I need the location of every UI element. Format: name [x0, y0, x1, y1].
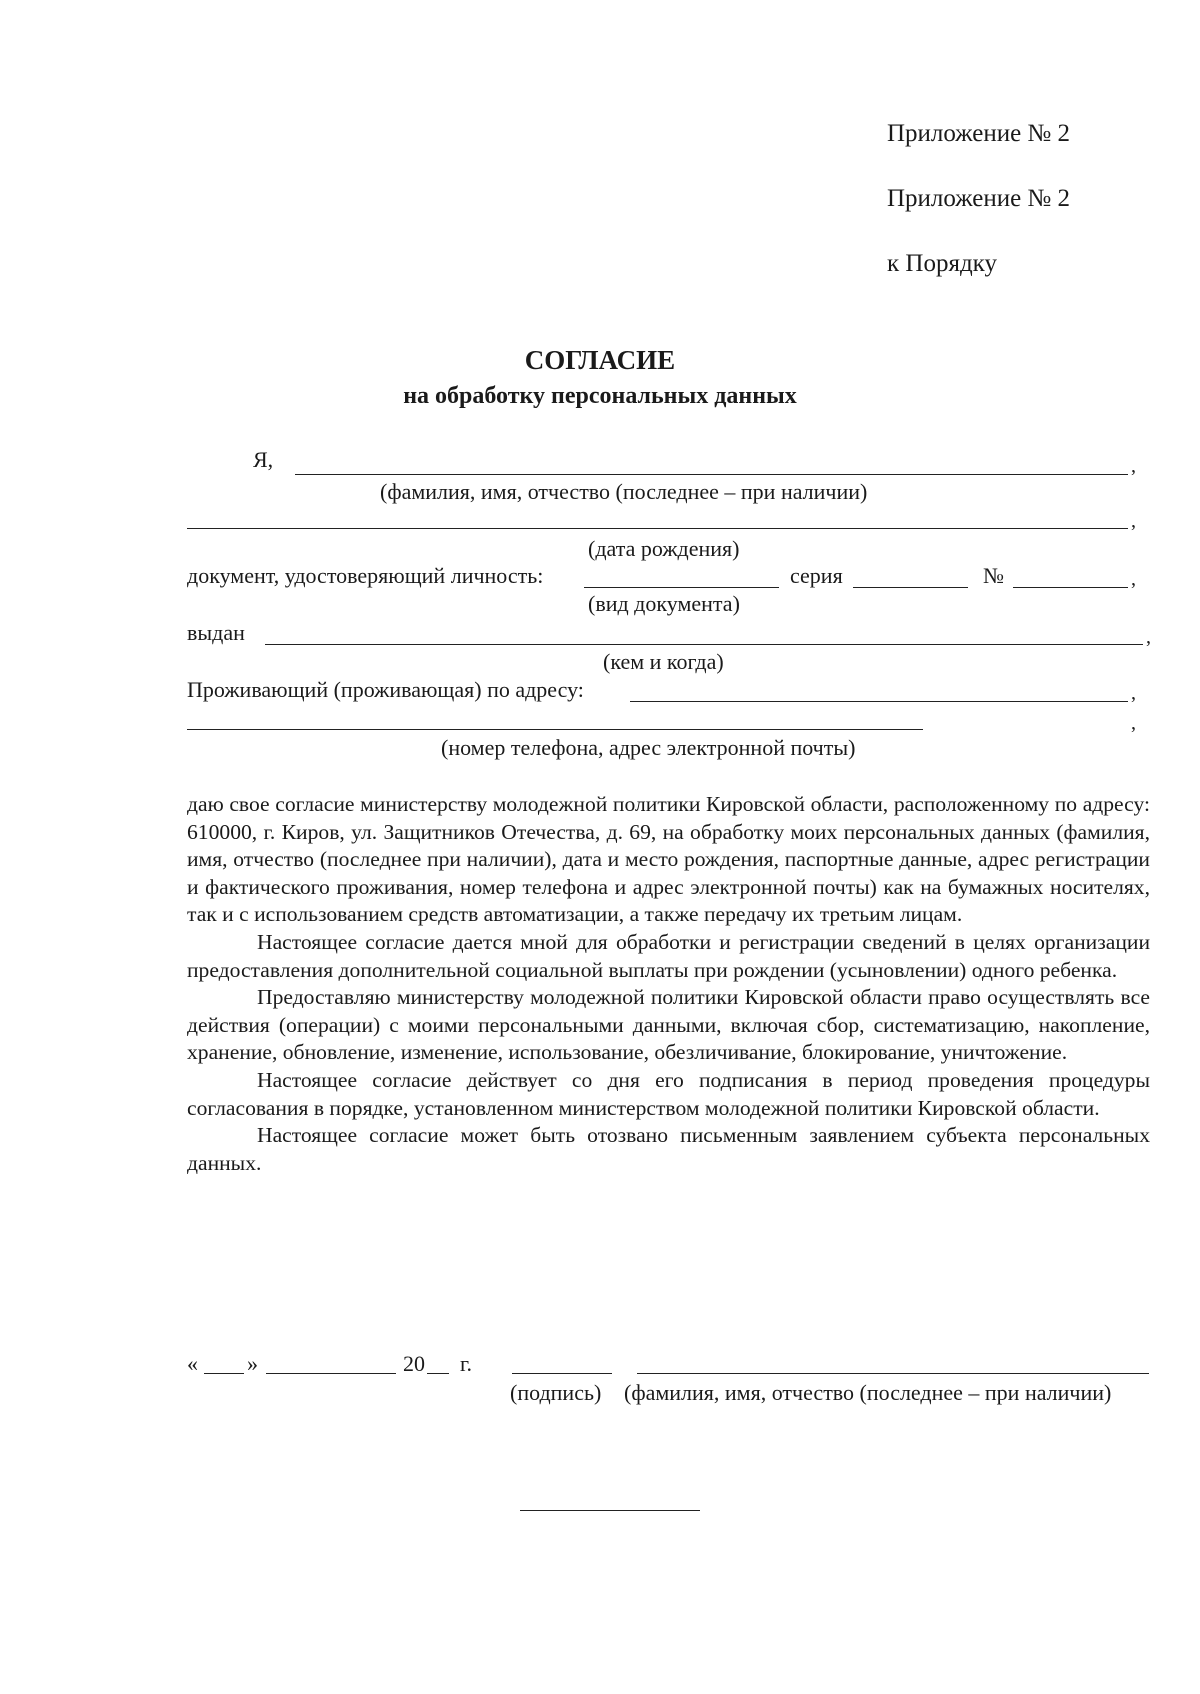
number-label: №: [983, 563, 1004, 588]
comma: ,: [1131, 682, 1136, 704]
appendix-to-order: к Порядку: [887, 250, 997, 277]
paragraph-consent: даю свое согласие министерству молодежной политики Кировской области, расположенному по адресу: 610000, г. Киров, ул. Защитников Отечества, д. 69, на обработку моих персональных данных (фамилия, имя, отчество (последнее при наличии), дата и место рождения, паспортные данные, адрес регистрации и фактического проживания, номер телефона и адрес электронной почты) как на бумажных носителях, так и с использованием средств автоматизации, а также передачу их третьим лицам.: [187, 792, 1150, 927]
comma: ,: [1146, 626, 1151, 648]
comma: ,: [1131, 510, 1136, 532]
contact-caption: (номер телефона, адрес электронной почты): [441, 735, 856, 760]
date-day-field-line[interactable]: [204, 1373, 244, 1374]
date-quote-open: «: [187, 1351, 198, 1376]
birthdate-field-line[interactable]: [187, 528, 1128, 529]
paragraph-rights: Предоставляю министерству молодежной политики Кировской области право осуществлять все действия (операции) с моими персональными данными, включая сбор, систематизацию, накопление, хранение, обновление, изменение, использование, обезличивание, блокирование, уничтожение.: [187, 985, 1150, 1065]
date-month-field-line[interactable]: [266, 1373, 396, 1374]
fio-caption: (фамилия, имя, отчество (последнее – при наличии): [380, 479, 868, 504]
closing-rule: [520, 1510, 700, 1511]
date-year-suffix: г.: [460, 1351, 473, 1376]
date-quote-close: »: [247, 1351, 258, 1376]
comma: ,: [1131, 712, 1136, 734]
contact-field-line[interactable]: [187, 729, 923, 730]
series-label: серия: [790, 563, 843, 588]
document-subtitle: на обработку персональных данных: [403, 383, 797, 409]
doc-label: документ, удостоверяющий личность:: [187, 563, 544, 588]
date-year-field-line[interactable]: [427, 1373, 449, 1374]
number-field-line[interactable]: [1013, 587, 1128, 588]
birthdate-caption: (дата рождения): [588, 536, 740, 561]
i-label: Я,: [253, 447, 274, 472]
issued-caption: (кем и когда): [603, 649, 724, 674]
signer-fio-caption: (фамилия, имя, отчество (последнее – при наличии): [624, 1380, 1112, 1405]
paragraph-revocation: Настоящее согласие может быть отозвано письменным заявлением субъекта персональных данных.: [187, 1123, 1150, 1175]
appendix-number-1: Приложение № 2: [887, 120, 1071, 147]
doc-type-field-line[interactable]: [584, 587, 779, 588]
document-title: СОГЛАСИЕ: [524, 345, 676, 375]
paragraph-validity: Настоящее согласие действует со дня его подписания в период проведения процедуры согласования в порядке, установленном министерством молодежной политики Кировской области.: [187, 1067, 1150, 1120]
paragraph-purpose: Настоящее согласие дается мной для обработки и регистрации сведений в целях организации предоставления дополнительной социальной выплаты при рождении (усыновлении) одного ребенка.: [187, 929, 1150, 982]
consent-body: [187, 791, 1150, 1177]
fio-field-line[interactable]: [295, 474, 1128, 475]
date-year-prefix: 20: [403, 1351, 425, 1376]
address-field-line[interactable]: [630, 701, 1128, 702]
appendix-number-2: Приложение № 2: [887, 185, 1071, 212]
comma: ,: [1131, 455, 1136, 477]
series-field-line[interactable]: [853, 587, 968, 588]
issued-label: выдан: [187, 620, 245, 645]
comma: ,: [1131, 568, 1136, 590]
signer-fio-field-line[interactable]: [637, 1373, 1149, 1374]
issued-field-line[interactable]: [265, 644, 1143, 645]
address-label: Проживающий (проживающая) по адресу:: [187, 677, 584, 702]
signature-caption: (подпись): [510, 1380, 602, 1405]
signature-field-line[interactable]: [512, 1373, 612, 1374]
doc-type-caption: (вид документа): [588, 591, 740, 616]
